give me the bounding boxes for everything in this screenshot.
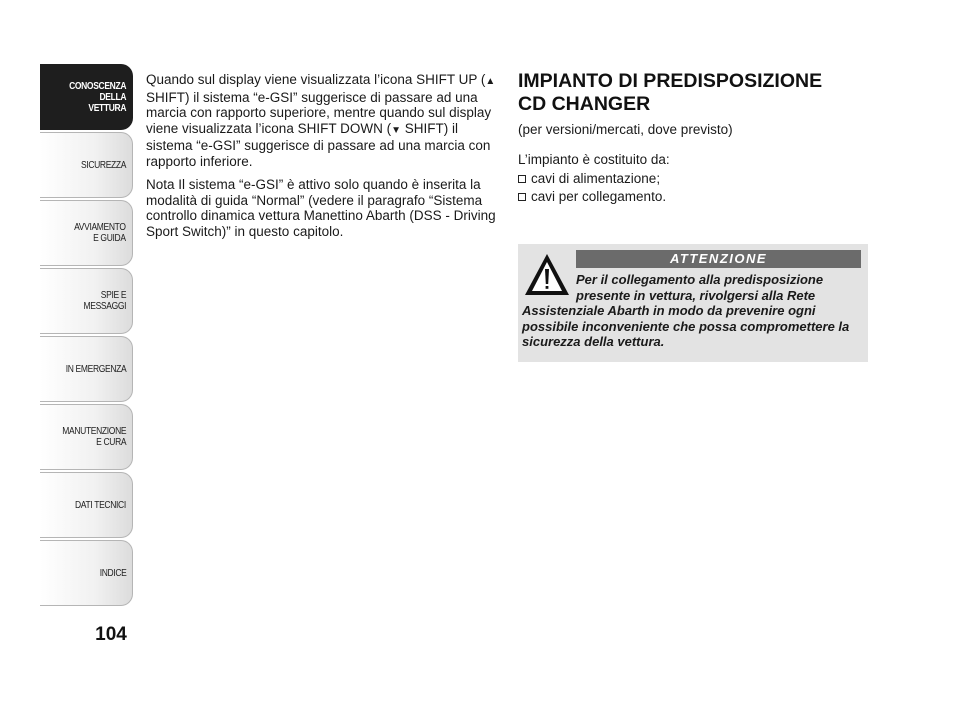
tab-label: SPIE E MESSAGGI (83, 290, 126, 312)
section-intro: L’impianto è costituito da: (518, 152, 670, 167)
tab-label: MANUTENZIONE E CURA (62, 426, 126, 448)
page-number: 104 (95, 624, 127, 645)
tab-label: SICUREZZA (80, 159, 126, 171)
shift-text-part-2: SHIFT) il sistema “e-GSI” suggerisce di passare ad una marcia con rapporto superiore, mentre quando sul display viene visualizzata l’icona SHIFT DOWN ( (146, 89, 492, 136)
list-item-text: cavi di alimentazione; (531, 171, 661, 186)
section-subtitle: (per versioni/mercati, dove previsto) (518, 122, 733, 137)
shift-text-part-3: SHIFT) il sistema “e-GSI” suggerisce di passare ad una marcia con rapporto inferiore. (146, 120, 491, 169)
checkbox-icon (518, 193, 526, 201)
checkbox-icon (518, 175, 526, 183)
warning-text: Per il collegamento alla predisposizione presente in vettura, rivolgersi alla Rete Assistenziale Abarth in modo da prevenire ogni possibile inconveniente che possa compromettere la sicurezza della vettura. (522, 272, 850, 350)
tab-label: INDICE (99, 567, 126, 579)
chapter-tabs (40, 64, 133, 608)
tab-sicurezza[interactable] (40, 132, 133, 198)
warning-box (518, 244, 868, 362)
warning-header: ATTENZIONE (576, 250, 861, 268)
tab-manutenzione-e-cura[interactable] (40, 404, 133, 470)
tab-label: DATI TECNICI (75, 499, 126, 511)
tab-dati-tecnici[interactable] (40, 472, 133, 538)
tab-label: IN EMERGENZA (65, 363, 126, 375)
list-item-text: cavi per collegamento. (531, 189, 667, 204)
shift-paragraph (146, 72, 498, 169)
left-column (146, 72, 498, 247)
shift-text-part-1: Quando sul display viene visualizzata l’icona SHIFT UP ( (146, 72, 486, 87)
tab-indice[interactable] (40, 540, 133, 606)
tab-in-emergenza[interactable] (40, 336, 133, 402)
list-item (518, 170, 868, 188)
section-title: IMPIANTO DI PREDISPOSIZIONE CD CHANGER (518, 70, 823, 115)
shift-down-icon: ▼ (391, 124, 401, 136)
right-column (518, 70, 868, 206)
tab-label: AVVIAMENTO E GUIDA (74, 222, 126, 244)
note-paragraph: Nota Il sistema “e-GSI” è attivo solo quando è inserita la modalità di guida “Normal” (vedere il paragrafo “Sistema controllo dinamica vettura Manettino Abarth (DSS - Driving Sport Switch)” in questo capitolo. (146, 177, 496, 239)
tab-conoscenza-della-vettura[interactable] (40, 64, 133, 130)
shift-up-icon: ▲ (485, 76, 496, 87)
tab-label: CONOSCENZA DELLA VETTURA (68, 80, 126, 114)
list-item (518, 188, 868, 206)
component-list (518, 170, 868, 206)
tab-spie-e-messaggi[interactable] (40, 268, 133, 334)
tab-avviamento-e-guida[interactable] (40, 200, 133, 266)
